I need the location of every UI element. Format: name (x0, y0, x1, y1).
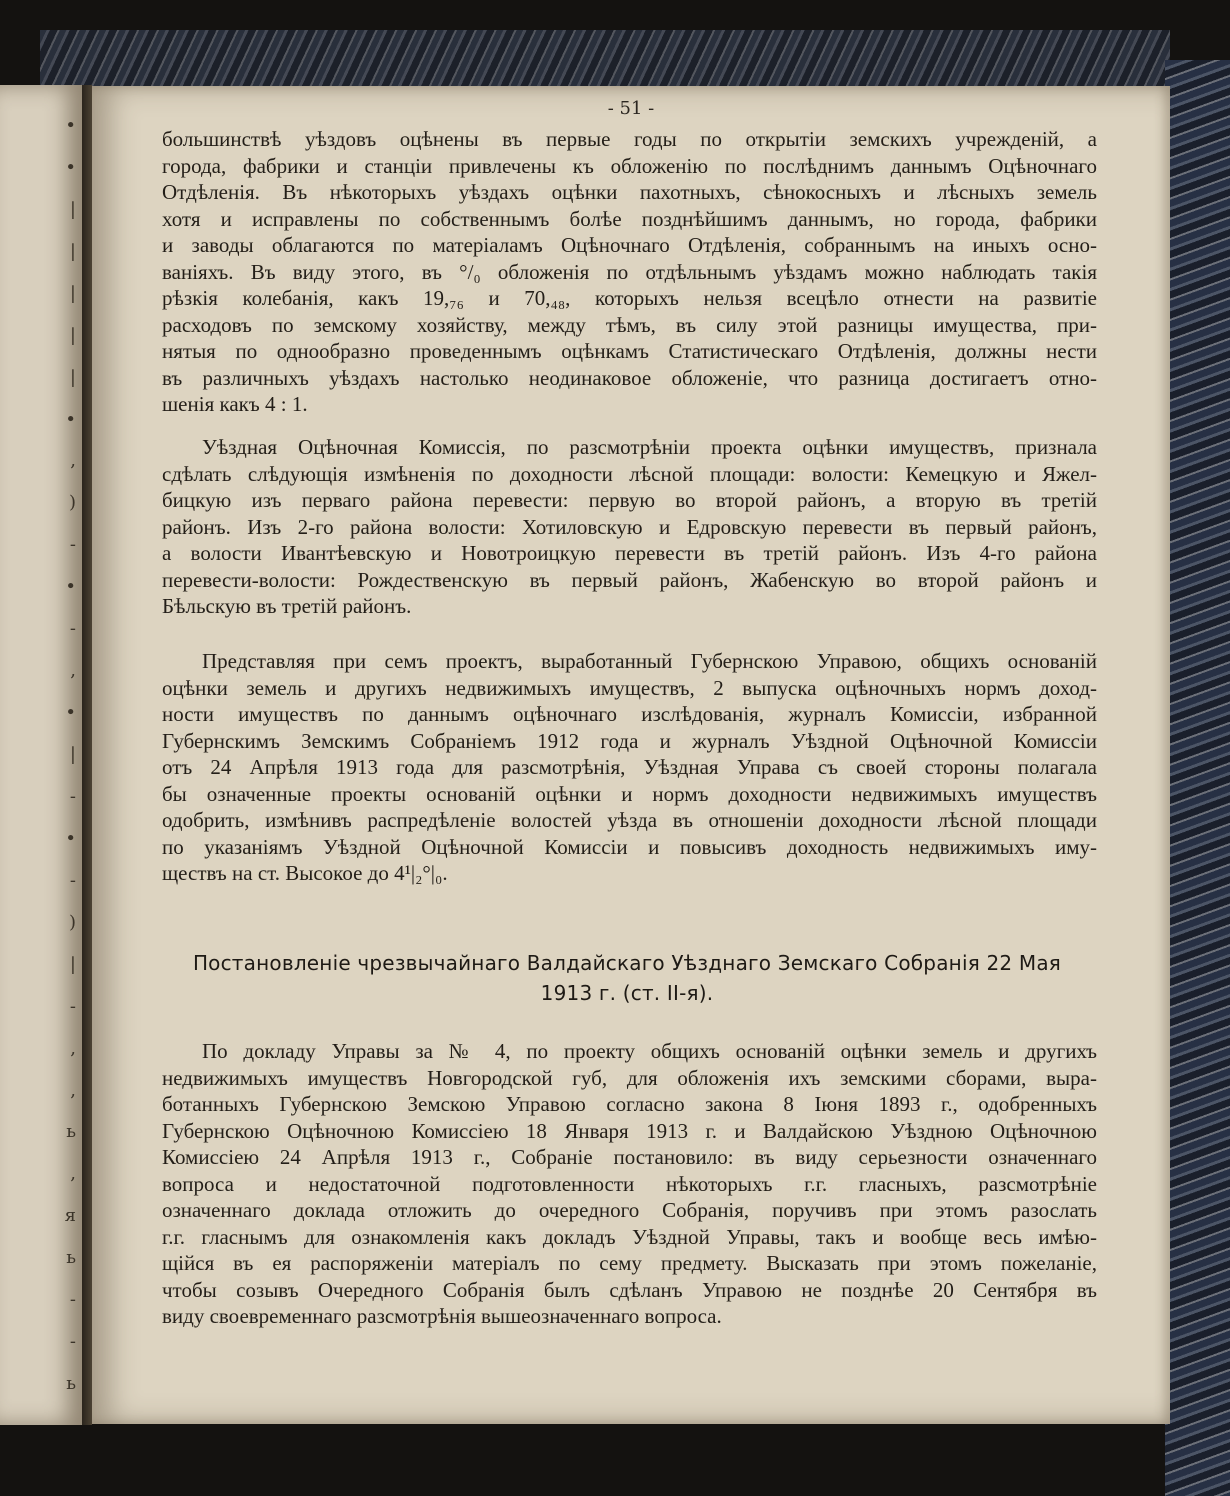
left-page-mark: | (69, 324, 76, 346)
paragraph-2 (162, 434, 1097, 620)
text-line: сдѣлать слѣдующія измѣненія по доходности лѣсной площади: волости: Кемецкую и Яжел- (162, 461, 1097, 486)
text-line: отъ 24 Апрѣля 1913 года для разсмотрѣнія, Уѣздная Управа съ своей стороны полагала (162, 755, 1097, 779)
section-heading-line-1: Постановленіе чрезвычайнаго Валдайскаго Уѣзднаго Земскаго Собранія 22 Мая (192, 951, 1062, 975)
left-page-mark: , (70, 1037, 76, 1059)
marbled-cover-right (1165, 60, 1230, 1496)
text-line: вопроса и недостаточной подготовленности нѣкоторыхъ г.г. гласныхъ, разсмотрѣніе (162, 1171, 1097, 1196)
left-page-mark: - (69, 618, 76, 640)
text-line: ности имуществъ по даннымъ оцѣночнаго изслѣдованія, журналъ Комиссіи, избранной (162, 702, 1097, 726)
paragraph-3 (162, 648, 1097, 887)
left-page-mark: | (69, 953, 76, 975)
text-line: бицкую изъ перваго района перевести: первую во второй районъ, а вторую въ третій (162, 488, 1097, 512)
left-page-mark: - (69, 1289, 76, 1311)
left-page-mark: • (65, 576, 76, 598)
paragraph-4 (162, 1038, 1097, 1330)
text-line: ваніяхъ. Въ виду этого, въ °/₀ обложенія по отдѣльнымъ уѣздамъ можно наблюдать такія (162, 259, 1097, 284)
left-page-mark: - (69, 869, 76, 891)
left-page-edge (0, 85, 82, 1425)
left-page-mark: - (69, 1331, 76, 1353)
text-line: щійся въ ея распоряженіи матеріалъ по сему предмету. Высказать при этомъ пожеланіе, (162, 1251, 1097, 1275)
left-page-mark: , (70, 1079, 76, 1101)
text-line: Губернскою Оцѣночною Комиссіею 18 Января 1913 г. и Валдайскою Уѣздною Оцѣночною (162, 1118, 1097, 1143)
text-line: Комиссіею 24 Апрѣля 1913 г., Собраніе постановило: въ виду серьезности означеннаго (162, 1145, 1097, 1169)
text-line: рѣзкія колебанія, какъ 19,₇₆ и 70,₄₈, которыхъ нельзя всецѣло отнести на развитіе (162, 286, 1097, 310)
text-line: по указаніямъ Уѣздной Оцѣночной Комиссіи и повысивъ доходность недвижимыхъ иму- (162, 834, 1097, 859)
text-line: Уѣздная Оцѣночная Комиссія, по разсмотрѣніи проекта оцѣнки имуществъ, признала (202, 435, 1097, 459)
left-page-mark: • (65, 115, 76, 136)
left-page-mark: , (70, 660, 76, 682)
text-line: бы означенные проекты основаній оцѣнки и нормъ доходности недвижимыхъ имуществъ (162, 781, 1097, 806)
text-line: въ различныхъ уѣздахъ настолько неодинаковое обложеніе, что разница достигаетъ отно- (162, 365, 1097, 390)
right-page (92, 86, 1170, 1424)
left-page-mark: я (64, 1205, 76, 1227)
section-heading-line-2: 1913 г. (ст. II-я). (540, 981, 714, 1005)
left-page-mark: ь (66, 1373, 76, 1395)
text-line: большинствѣ уѣздовъ оцѣнены въ первые годы по открытіи земскихъ учрежденій, а (162, 127, 1097, 151)
text-line: шенія какъ 4 : 1. (162, 392, 308, 416)
text-line: недвижимыхъ имуществъ Новгородской губ, для обложенія ихъ земскими сборами, выра- (162, 1065, 1097, 1090)
text-line: ществъ на ст. Высокое до 4¹|₂°|₀. (162, 861, 448, 885)
text-line: а волости Ивантѣевскую и Новотроицкую перевести въ третій районъ. Изъ 4-го района (162, 541, 1097, 565)
text-line: и заводы облагаются по матеріаламъ Оцѣночнаго Отдѣленія, собраннымъ на иныхъ осно- (162, 233, 1097, 257)
text-line: чтобы созывъ Очередного Собранія былъ сдѣланъ Управою не позднѣе 20 Сентября въ (162, 1277, 1097, 1302)
text-line: районъ. Изъ 2-го района волости: Хотиловскую и Едровскую перевести въ первый районъ, (162, 514, 1097, 539)
left-page-mark: - (69, 534, 76, 556)
left-page-mark: - (69, 995, 76, 1017)
section-heading (152, 948, 1102, 1008)
text-line: одобрить, измѣнивъ распредѣленіе волостей уѣзда въ отношеніи доходности лѣсной площади (162, 808, 1097, 832)
left-page-mark: ) (68, 492, 76, 514)
text-line: перевести-волости: Рождественскую въ первый районъ, Жабенскую во второй районъ и (162, 567, 1097, 592)
left-page-mark: • (65, 702, 76, 724)
text-line: хотя и исправлены по собственнымъ болѣе позднѣйшимъ даннымъ, но города, фабрики (162, 206, 1097, 231)
left-page-mark: • (65, 827, 76, 849)
left-page-mark: • (65, 408, 76, 430)
left-page-mark: | (69, 366, 76, 388)
text-line: Отдѣленія. Въ нѣкоторыхъ уѣздахъ оцѣнки пахотныхъ, сѣнокосныхъ и лѣсныхъ земель (162, 180, 1097, 204)
left-page-mark: | (69, 282, 76, 304)
text-line: Бѣльскую въ третій районъ. (162, 594, 412, 618)
left-page-mark: - (69, 785, 76, 807)
left-page-mark: ь (66, 1121, 76, 1143)
text-line: оцѣнки земель и другихъ недвижимыхъ имуществъ, 2 выпуска оцѣночныхъ нормъ доход- (162, 675, 1097, 700)
left-page-fragments (60, 85, 76, 1425)
left-page-mark: • (65, 156, 76, 178)
text-line: ботанныхъ Губернскою Земскою Управою согласно закона 8 Іюня 1893 г., одобренныхъ (162, 1092, 1097, 1116)
left-page-mark: ) (68, 911, 76, 933)
left-page-mark: | (69, 744, 76, 766)
text-line: города, фабрики и станціи привлечены къ обложенію по послѣднимъ даннымъ Оцѣночнаго (162, 153, 1097, 178)
left-page-mark: ь (66, 1247, 76, 1269)
book-gutter (82, 85, 92, 1425)
text-line: По докладу Управы за № 4, по проекту общихъ основаній оцѣнки земель и другихъ (202, 1039, 1097, 1063)
left-page-mark: | (69, 240, 76, 262)
text-line: г.г. гласнымъ для ознакомленія какъ докладъ Уѣздной Управы, такъ и вообще весь имѣю- (162, 1224, 1097, 1249)
left-page-mark: , (70, 450, 76, 472)
text-line: виду своевременнаго разсмотрѣнія вышеозначеннаго вопроса. (162, 1304, 722, 1328)
text-line: нятыя по однообразно проведеннымъ оцѣнкамъ Статистическаго Отдѣленія, должны нести (162, 339, 1097, 363)
text-line: Представляя при семъ проектъ, выработанный Губернскою Управою, общихъ основаній (202, 649, 1097, 673)
text-line: расходовъ по земскому хозяйству, между тѣмъ, въ силу этой разницы имущества, при- (162, 312, 1097, 337)
page-number: - 51 - (607, 98, 655, 119)
left-page-mark: , (70, 1163, 76, 1185)
text-line: Губернскимъ Земскимъ Собраніемъ 1912 года и журналъ Уѣздной Оцѣночной Комиссіи (162, 728, 1097, 753)
paragraph-1 (162, 126, 1097, 418)
left-page-mark: | (69, 198, 76, 220)
text-line: означеннаго доклада отложить до очередного Собранія, поручивъ при этомъ разослать (162, 1198, 1097, 1222)
